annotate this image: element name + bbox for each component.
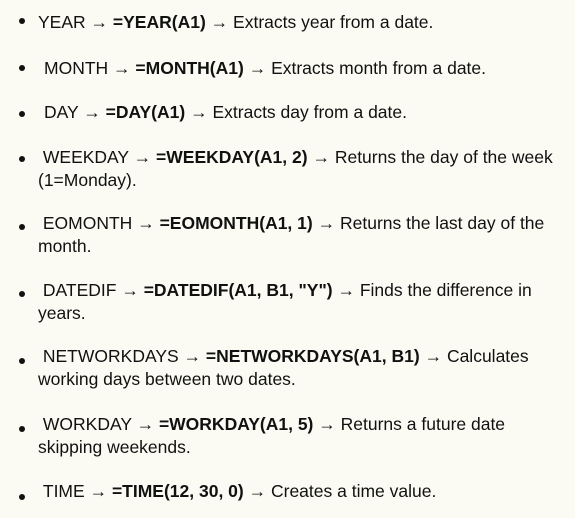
list-item-datedif (0, 279, 565, 327)
formula: =EOMONTH(A1, 1) (159, 213, 313, 233)
function-name: MONTH (44, 58, 109, 78)
bullet-icon (19, 494, 25, 500)
function-name: NETWORKDAYS (42, 346, 179, 366)
description: Extracts month from a date. (271, 58, 487, 78)
arrow-icon: → (90, 12, 109, 32)
item-text (44, 101, 565, 124)
arrow-icon: → (337, 280, 355, 300)
arrow-icon: → (83, 102, 101, 122)
description: Creates a time value. (270, 481, 437, 501)
bullet-icon (19, 65, 25, 71)
arrow-icon: → (248, 481, 267, 501)
list-item-day (0, 101, 565, 125)
formula: =DAY(A1) (105, 102, 186, 122)
list-item-eomonth (0, 212, 565, 260)
description: Calculates working days between two dates. (38, 346, 529, 389)
function-name: DATEDIF (42, 280, 117, 300)
item-text (38, 11, 565, 34)
bullet-icon (19, 18, 25, 24)
formula: =DATEDIF(A1, B1, "Y") (143, 280, 333, 300)
list-item-workday (0, 413, 565, 461)
arrow-icon: → (190, 102, 208, 122)
item-text (38, 146, 565, 192)
formula: =WORKDAY(A1, 5) (158, 414, 314, 434)
bullet-icon (19, 426, 25, 432)
list-item-networkdays (0, 345, 565, 393)
arrow-icon: → (89, 481, 108, 501)
function-name: DAY (44, 102, 79, 122)
description: Returns the last day of the month. (38, 213, 545, 256)
arrow-icon: → (113, 58, 131, 78)
item-text (38, 413, 565, 459)
arrow-icon: → (317, 213, 336, 233)
arrow-icon: → (133, 147, 152, 167)
description: Extracts day from a date. (212, 102, 407, 122)
function-name: EOMONTH (42, 213, 133, 233)
bullet-icon (19, 111, 25, 117)
function-name: YEAR (38, 12, 86, 32)
arrow-icon: → (136, 414, 155, 434)
formula: =YEAR(A1) (112, 12, 206, 32)
item-text (44, 57, 565, 80)
function-name: WORKDAY (42, 414, 132, 434)
list-item-time (0, 480, 565, 508)
function-name: WEEKDAY (42, 147, 129, 167)
arrow-icon: → (183, 346, 202, 366)
bullet-icon (19, 156, 25, 162)
item-text (38, 212, 565, 258)
arrow-icon: → (137, 213, 155, 233)
formula: =MONTH(A1) (135, 58, 244, 78)
arrow-icon: → (312, 147, 330, 167)
formula: =NETWORKDAYS(A1, B1) (205, 346, 420, 366)
formula: =WEEKDAY(A1, 2) (156, 147, 308, 167)
description: Finds the difference in years. (38, 280, 532, 323)
bullet-icon (19, 224, 25, 230)
arrow-icon: → (248, 58, 267, 78)
arrow-icon: → (121, 280, 139, 300)
item-text (38, 279, 565, 325)
list-item-year (0, 11, 565, 35)
arrow-icon: → (424, 346, 443, 366)
item-text (38, 345, 565, 391)
item-text (38, 480, 565, 503)
arrow-icon: → (318, 414, 336, 434)
description: Returns a future date skipping weekends. (38, 414, 506, 457)
arrow-icon: → (210, 12, 229, 32)
bullet-icon (19, 358, 25, 364)
list-item-weekday (0, 146, 565, 194)
function-name: TIME (42, 481, 85, 501)
bullet-icon (19, 291, 25, 297)
formula: =TIME(12, 30, 0) (111, 481, 244, 501)
description: Returns the day of the week (1=Monday). (38, 147, 553, 190)
list-item-month (0, 57, 565, 81)
description: Extracts year from a date. (233, 12, 434, 32)
